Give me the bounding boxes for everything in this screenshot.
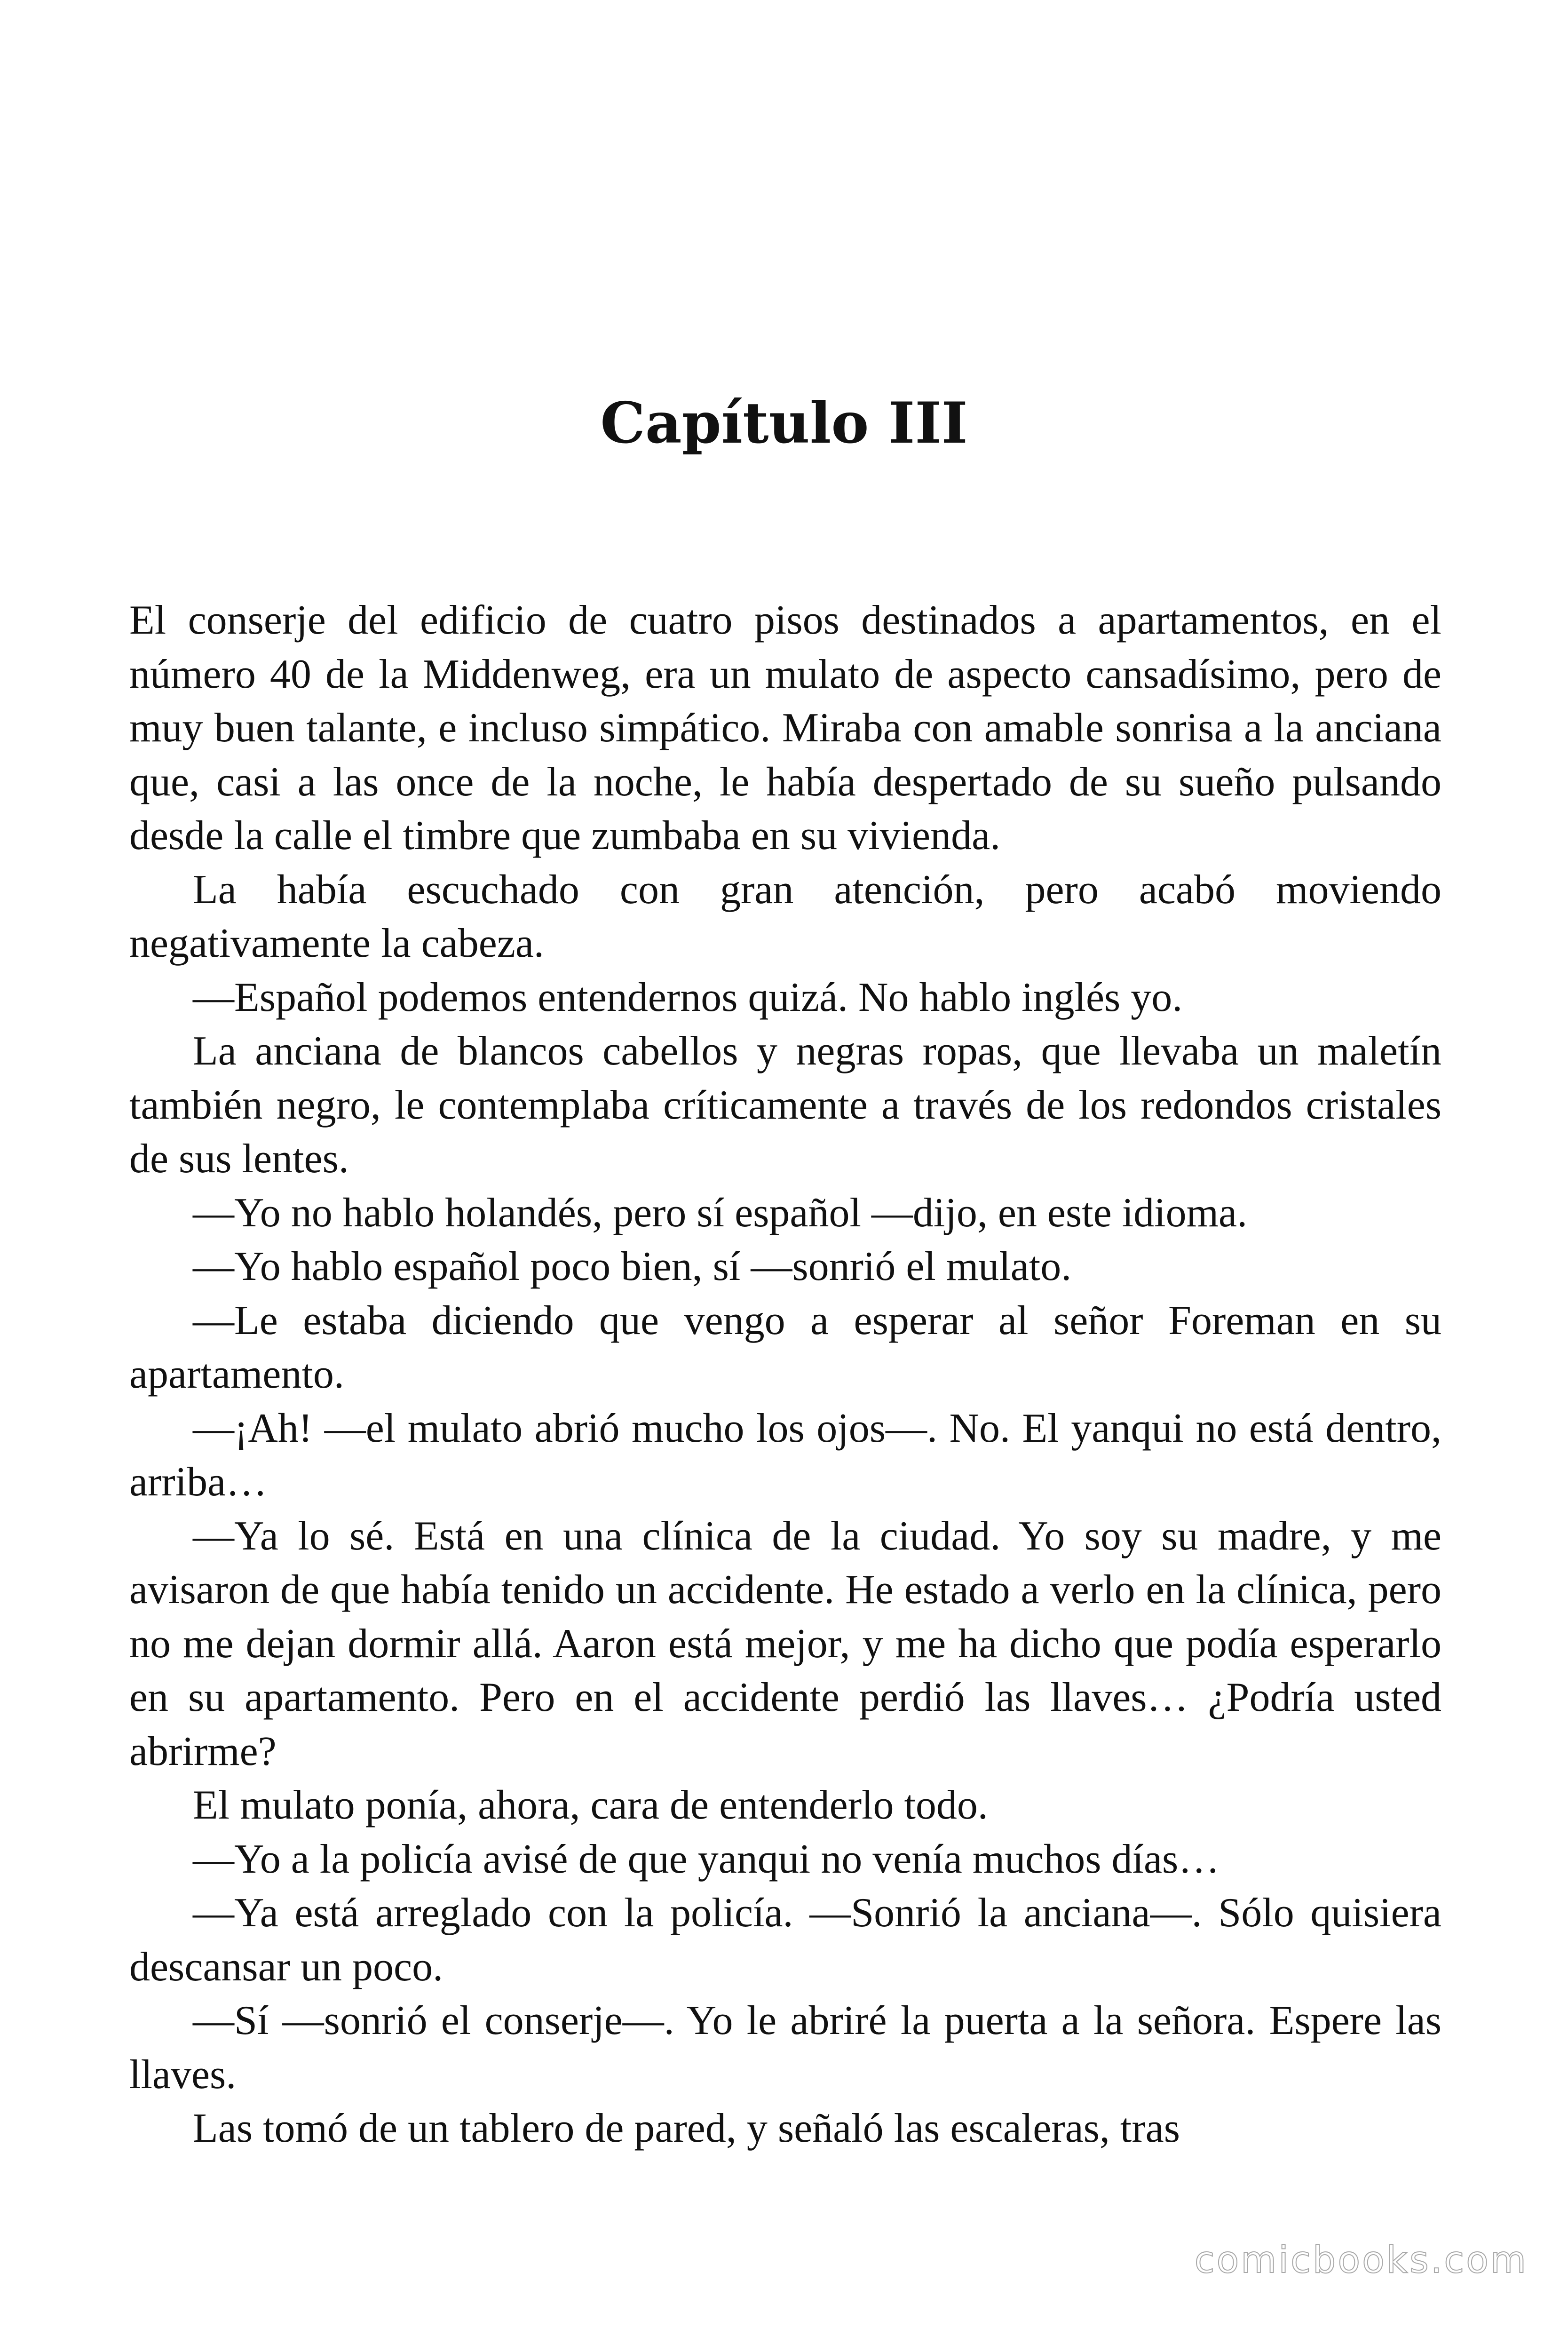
site-watermark: comicbooks.com	[1194, 2239, 1528, 2281]
paragraph: —Español podemos entendernos quizá. No hablo inglés yo.	[193, 974, 1183, 1020]
paragraph: —Le estaba diciendo que vengo a esperar al señor Foreman en su apartamento.	[129, 1297, 1441, 1397]
chapter-body	[129, 594, 1441, 2156]
paragraph: —Sí —sonrió el conserje—. Yo le abriré la puerta a la señora. Espere las llaves.	[129, 1998, 1441, 2098]
paragraph: —Yo a la policía avisé de que yanqui no venía muchos días…	[193, 1836, 1220, 1882]
paragraph: —Ya lo sé. Está en una clínica de la ciudad. Yo soy su madre, y me avisaron de que había tenido un accidente. He estado a verlo en la clínica, pero no me dejan dormir allá. Aaron está mejor, y me ha dicho que podía esperarlo en su apartamento. Pero en el accidente perdió las llaves… ¿Podría usted abrirme?	[129, 1513, 1441, 1774]
paragraph: Las tomó de un tablero de pared, y señaló las escaleras, tras	[193, 2106, 1180, 2151]
paragraph: La anciana de blancos cabellos y negras ropas, que llevaba un maletín también negro, le contemplaba críticamente a través de los redondos cristales de sus lentes.	[129, 1028, 1441, 1182]
paragraph: —Yo no hablo holandés, pero sí español —dijo, en este idioma.	[193, 1190, 1248, 1236]
paragraph: —¡Ah! —el mulato abrió mucho los ojos—. No. El yanqui no está dentro, arriba…	[129, 1405, 1441, 1505]
paragraph: La había escuchado con gran atención, pero acabó moviendo negativamente la cabeza.	[129, 866, 1441, 966]
paragraph: El conserje del edificio de cuatro pisos destinados a apartamentos, en el número 40 de la Middenweg, era un mulato de aspecto cansadísimo, pero de muy buen talante, e incluso simpático. Miraba con amable sonrisa a la anciana que, casi a las once de la noche, le había despertado de su sueño pulsando desde la calle el timbre que zumbaba en su vivienda.	[129, 597, 1441, 858]
paragraph: El mulato ponía, ahora, cara de entenderlo todo.	[193, 1782, 988, 1828]
paragraph: —Yo hablo español poco bien, sí —sonrió el mulato.	[193, 1244, 1072, 1289]
chapter-title: Capítulo III	[600, 390, 968, 456]
paragraph: —Ya está arreglado con la policía. —Sonrió la anciana—. Sólo quisiera descansar un poco.	[129, 1890, 1441, 1990]
